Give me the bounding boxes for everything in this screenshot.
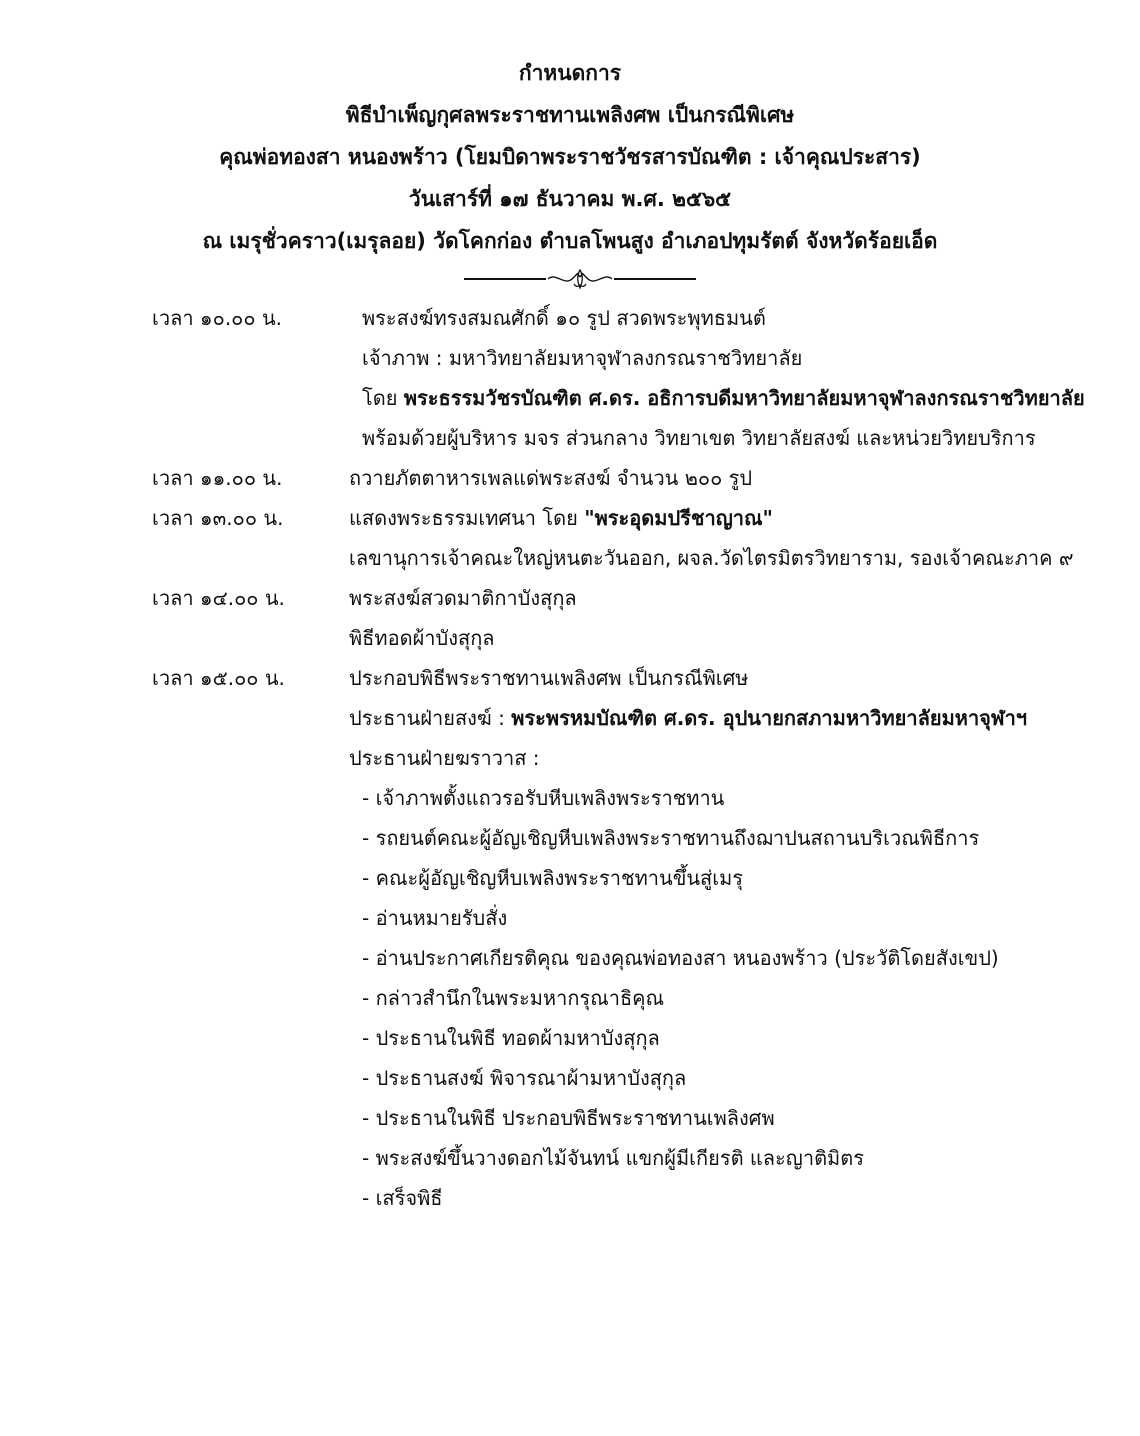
list-item: - เสร็จพิธี: [362, 1186, 443, 1210]
time-1000: เวลา ๑๐.๐๐ น.: [152, 306, 282, 330]
agenda-1300-sermon-prefix: แสดงพระธรรมเทศนา โดย: [349, 506, 585, 530]
agenda-1500-lay-chair: ประธานฝ่ายฆราวาส :: [349, 746, 540, 770]
divider-rule-left: [464, 278, 546, 280]
agenda-1400-robe-offering: พิธีทอดผ้าบังสุกุล: [349, 626, 495, 650]
header-ceremony: พิธีบำเพ็ญกุศลพระราชทานเพลิงศพ เป็นกรณีพิเศษ: [345, 103, 795, 127]
agenda-1000-host: เจ้าภาพ : มหาวิทยาลัยมหาจุฬาลงกรณราชวิทยาลัย: [362, 346, 803, 370]
header-date: วันเสาร์ที่ ๑๗ ธันวาคม พ.ศ. ๒๕๖๕: [408, 187, 732, 211]
agenda-1000-by: [362, 378, 1085, 418]
header-deceased: คุณพ่อทองสา หนองพร้าว (โยมบิดาพระราชวัชรสารบัณฑิต : เจ้าคุณประสาร): [219, 145, 921, 169]
agenda-1300-sermon: [349, 498, 773, 538]
agenda-1000-chanting: พระสงฆ์ทรงสมณศักดิ์ ๑๐ รูป สวดพระพุทธมนต์: [362, 306, 766, 330]
divider-ornament: [464, 268, 696, 290]
list-item: - ประธานสงฆ์ พิจารณาผ้ามหาบังสุกุล: [362, 1066, 687, 1090]
list-item: - พระสงฆ์ขึ้นวางดอกไม้จันทน์ แขกผู้มีเกียรติ และญาติมิตร: [362, 1146, 864, 1170]
time-1300: เวลา ๑๓.๐๐ น.: [152, 506, 284, 530]
ornament-icon: [546, 268, 614, 290]
agenda-1400-chanting: พระสงฆ์สวดมาติกาบังสุกุล: [349, 586, 577, 610]
list-item: - รถยนต์คณะผู้อัญเชิญหีบเพลิงพระราชทานถึงฌาปนสถานบริเวณพิธีการ: [362, 826, 980, 850]
agenda-1500-monk-chair-name: พระพรหมบัณฑิต ศ.ดร. อุปนายกสภามหาวิทยาลัยมหาจุฬาฯ: [511, 706, 1028, 730]
header-venue: ณ เมรุชั่วคราว(เมรุลอย) วัดโคกก่อง ตำบลโพนสูง อำเภอปทุมรัตต์ จังหวัดร้อยเอ็ด: [202, 229, 938, 253]
agenda-1000-by-prefix: โดย: [362, 386, 404, 410]
list-item: - ประธานในพิธี ทอดผ้ามหาบังสุกุล: [362, 1026, 660, 1050]
list-item: - อ่านประกาศเกียรติคุณ ของคุณพ่อทองสา หนองพร้าว (ประวัติโดยสังเขป): [362, 946, 999, 970]
document-header: [0, 52, 1140, 262]
agenda-1000-by-name: พระธรรมวัชรบัณฑิต ศ.ดร. อธิการบดีมหาวิทยาลัยมหาจุฬาลงกรณราชวิทยาลัย: [403, 386, 1085, 410]
agenda-1100-meal: ถวายภัตตาหารเพลแด่พระสงฆ์ จำนวน ๒๐๐ รูป: [349, 466, 753, 490]
time-1100: เวลา ๑๑.๐๐ น.: [152, 466, 283, 490]
agenda-1300-preacher-title: เลขานุการเจ้าคณะใหญ่หนตะวันออก, ผจล.วัดไตรมิตรวิทยาราม, รองเจ้าคณะภาค ๙: [349, 546, 1074, 570]
agenda-1500-monk-chair: [349, 698, 1027, 738]
agenda-1500-cremation: ประกอบพิธีพระราชทานเพลิงศพ เป็นกรณีพิเศษ: [349, 666, 749, 690]
agenda-1300-preacher: "พระอุดมปรีชาญาณ": [584, 506, 773, 530]
time-1400: เวลา ๑๔.๐๐ น.: [152, 586, 285, 610]
list-item: - เจ้าภาพตั้งแถวรอรับหีบเพลิงพระราชทาน: [362, 786, 725, 810]
header-title: กำหนดการ: [518, 61, 622, 85]
divider-rule-right: [614, 278, 696, 280]
list-item: - คณะผู้อัญเชิญหีบเพลิงพระราชทานขึ้นสู่เมรุ: [362, 866, 744, 890]
list-item: - ประธานในพิธี ประกอบพิธีพระราชทานเพลิงศพ: [362, 1106, 775, 1130]
time-1500: เวลา ๑๕.๐๐ น.: [152, 666, 285, 690]
list-item: - กล่าวสำนึกในพระมหากรุณาธิคุณ: [362, 986, 665, 1010]
list-item: - อ่านหมายรับสั่ง: [362, 906, 508, 930]
agenda-1500-monk-chair-label: ประธานฝ่ายสงฆ์ :: [349, 706, 512, 730]
agenda-1000-attendees: พร้อมด้วยผู้บริหาร มจร ส่วนกลาง วิทยาเขต วิทยาลัยสงฆ์ และหน่วยวิทยบริการ: [362, 426, 1036, 450]
